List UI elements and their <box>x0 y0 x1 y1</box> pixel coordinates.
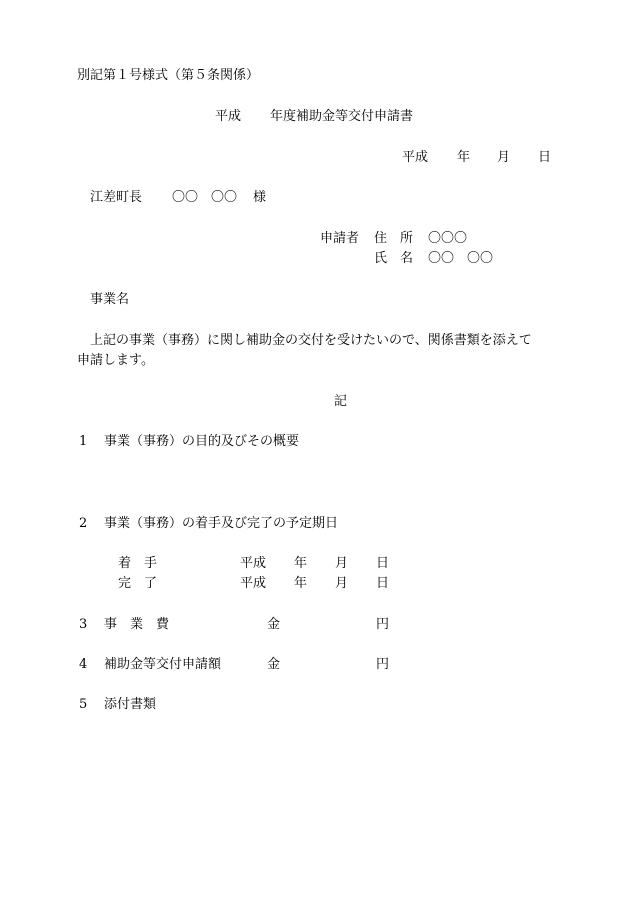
name-label: 氏 名 <box>374 251 414 266</box>
schedule-month: 月 <box>335 576 349 591</box>
date-era: 平成 <box>402 150 429 165</box>
addressee-honorific: 様 <box>253 190 267 205</box>
body-line-1: 上記の事業（事務）に関し補助金の交付を受けたいので、関係書類を添えて <box>90 333 532 348</box>
item-label: 事業（事務）の着手及び完了の予定期日 <box>104 516 339 531</box>
item-number: 1 <box>79 434 88 449</box>
amount-prefix: 金 <box>267 657 281 672</box>
schedule-day: 日 <box>376 556 390 571</box>
item-label: 事業（事務）の目的及びその概要 <box>104 434 300 449</box>
addressee-name: 〇〇 〇〇 <box>172 190 238 205</box>
address-value: 〇〇〇 <box>428 231 468 246</box>
amount-prefix: 金 <box>267 617 281 632</box>
amount-suffix: 円 <box>376 657 390 672</box>
address-label: 住 所 <box>374 231 414 246</box>
item-label: 添付書類 <box>104 697 157 712</box>
item-number: 3 <box>79 617 88 632</box>
schedule-day: 日 <box>376 576 390 591</box>
date-day: 日 <box>538 150 552 165</box>
schedule-label: 完 了 <box>118 576 158 591</box>
title-text: 年度補助金等交付申請書 <box>270 109 414 124</box>
item-label: 補助金等交付申請額 <box>104 657 222 672</box>
schedule-year: 年 <box>294 576 308 591</box>
date-month: 月 <box>497 150 511 165</box>
item-number: 4 <box>79 657 88 672</box>
item-label: 事 業 費 <box>104 617 170 632</box>
schedule-month: 月 <box>335 556 349 571</box>
schedule-era: 平成 <box>240 556 267 571</box>
date-year: 年 <box>457 150 471 165</box>
item-number: 5 <box>79 697 88 712</box>
applicant-label: 申請者 <box>320 231 360 246</box>
schedule-era: 平成 <box>240 576 267 591</box>
ki-heading: 記 <box>334 394 348 409</box>
schedule-label: 着 手 <box>118 556 158 571</box>
addressee-office: 江差町長 <box>90 190 143 205</box>
form-label: 別記第１号様式（第５条関係） <box>77 68 260 83</box>
schedule-year: 年 <box>294 556 308 571</box>
body-line-2: 申請します。 <box>77 353 154 368</box>
item-number: 2 <box>79 516 88 531</box>
project-name-label: 事業名 <box>90 292 130 307</box>
title-era: 平成 <box>215 109 242 124</box>
name-value: 〇〇 〇〇 <box>428 251 494 266</box>
amount-suffix: 円 <box>376 617 390 632</box>
